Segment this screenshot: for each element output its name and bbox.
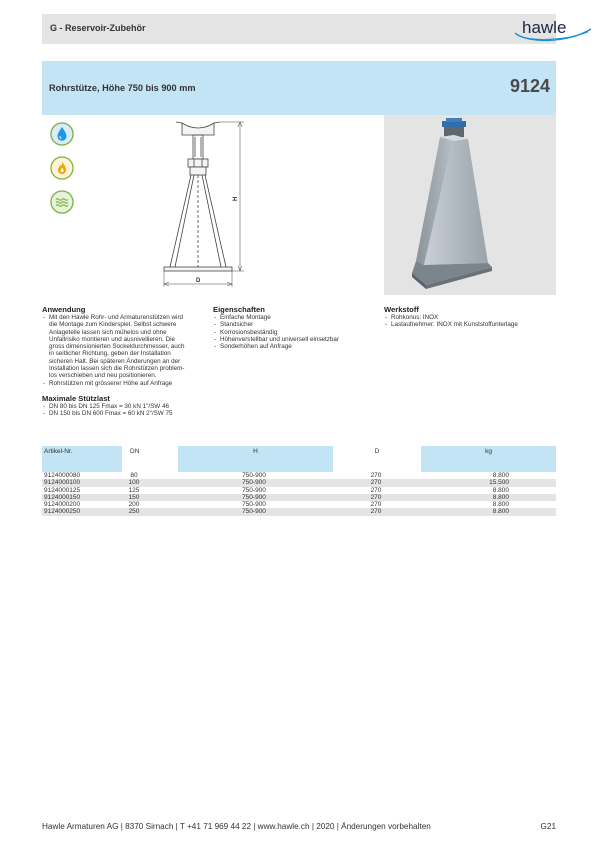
werkstoff-section [384, 305, 556, 329]
column-header-artikel: Artikel-Nr. [42, 446, 122, 472]
stuetzlast-heading: Maximale Stützlast [42, 393, 110, 403]
brand-name: hawle [522, 18, 567, 37]
list-item: - Lastaufnehmer: INOX mit Kunststoffunterlage [384, 321, 556, 328]
product-image-area [42, 115, 556, 295]
table-row: 9124000125 125 750-900 270 8.800 [44, 486, 509, 494]
list-item: - Einfache Montage [213, 314, 383, 321]
waves-icon [50, 190, 74, 214]
list-item: - Rohkonus: INOX [384, 314, 556, 321]
stuetzlast-list [42, 403, 212, 418]
table-row: 9124000100 100 750-900 270 15.500 [42, 479, 556, 486]
list-item: - DN 80 bis DN 125 Fmax = 30 kN 1"/SW 46 [42, 403, 212, 410]
list-item: - Standsicher [213, 321, 383, 328]
list-item: - Mit den Hawle Rohr- und Armaturenstützen wird die Montage zum Kinderspiel. Selbst schwere Anlageteile lassen sich mühelos und ohne Unfallrisiko montieren und ausnivellieren. Die gross dimensionierten Sockeldurchmesser, auch in seitlicher Richtung, geben der Installation sicheren Halt. Bei späteren Änderungen an der Installation lassen sich die Rohrstützen problem- los verschieben und neu positionieren. [42, 314, 212, 380]
list-item: - DN 150 bis DN 600 Fmax = 60 kN 2"/SW 75 [42, 410, 212, 417]
product-title: Rohrstütze, Höhe 750 bis 900 mm [49, 83, 196, 93]
anwendung-heading: Anwendung [42, 305, 86, 314]
column-header-dn: DN [122, 446, 178, 472]
table-row: 9124000150 150 750-900 270 8.800 [42, 494, 556, 501]
table-header [42, 446, 556, 472]
table-row: 9124000080 80 750-900 270 8.800 [44, 472, 509, 479]
hawle-logo [512, 18, 594, 42]
product-photo [404, 117, 504, 291]
werkstoff-list [384, 314, 556, 329]
product-code: 9124 [509, 76, 550, 96]
water-drop-icon [50, 122, 74, 146]
column-header-kg: kg [421, 446, 556, 472]
article-table [42, 446, 556, 516]
column-header-d: D [333, 446, 421, 472]
eigenschaften-heading: Eigenschaften [213, 305, 265, 314]
flame-icon [50, 156, 74, 180]
section-title: G - Reservoir-Zubehör [50, 23, 146, 33]
dimension-h-label: H [233, 196, 239, 201]
eigenschaften-section [213, 305, 383, 350]
dimension-d-label: D [196, 278, 201, 284]
technical-drawing [154, 117, 264, 289]
list-item: - Korrosionsbeständig [213, 329, 383, 336]
footer-text: Hawle Armaturen AG | 8370 Sirnach | T +41 71 969 44 22 | www.hawle.ch | 2020 | Änderungen vorbehalten [42, 822, 431, 831]
list-item: - Höhenverstellbar und universell einsetzbar [213, 336, 383, 343]
table-row: 9124000250 250 750-900 270 8.800 [42, 508, 556, 515]
eigenschaften-list [213, 314, 383, 350]
column-header-h: H [178, 446, 333, 472]
anwendung-list [42, 314, 212, 387]
werkstoff-heading: Werkstoff [384, 305, 419, 314]
section-header [42, 14, 567, 44]
product-band [42, 61, 556, 115]
list-item: - Rohrstützen mit grösserer Höhe auf Anfrage [42, 380, 212, 387]
page-number: G21 [540, 822, 556, 831]
anwendung-section [42, 305, 212, 418]
table-row: 9124000200 200 750-900 270 8.800 [44, 501, 509, 509]
list-item: - Sonderhöhen auf Anfrage [213, 343, 383, 350]
